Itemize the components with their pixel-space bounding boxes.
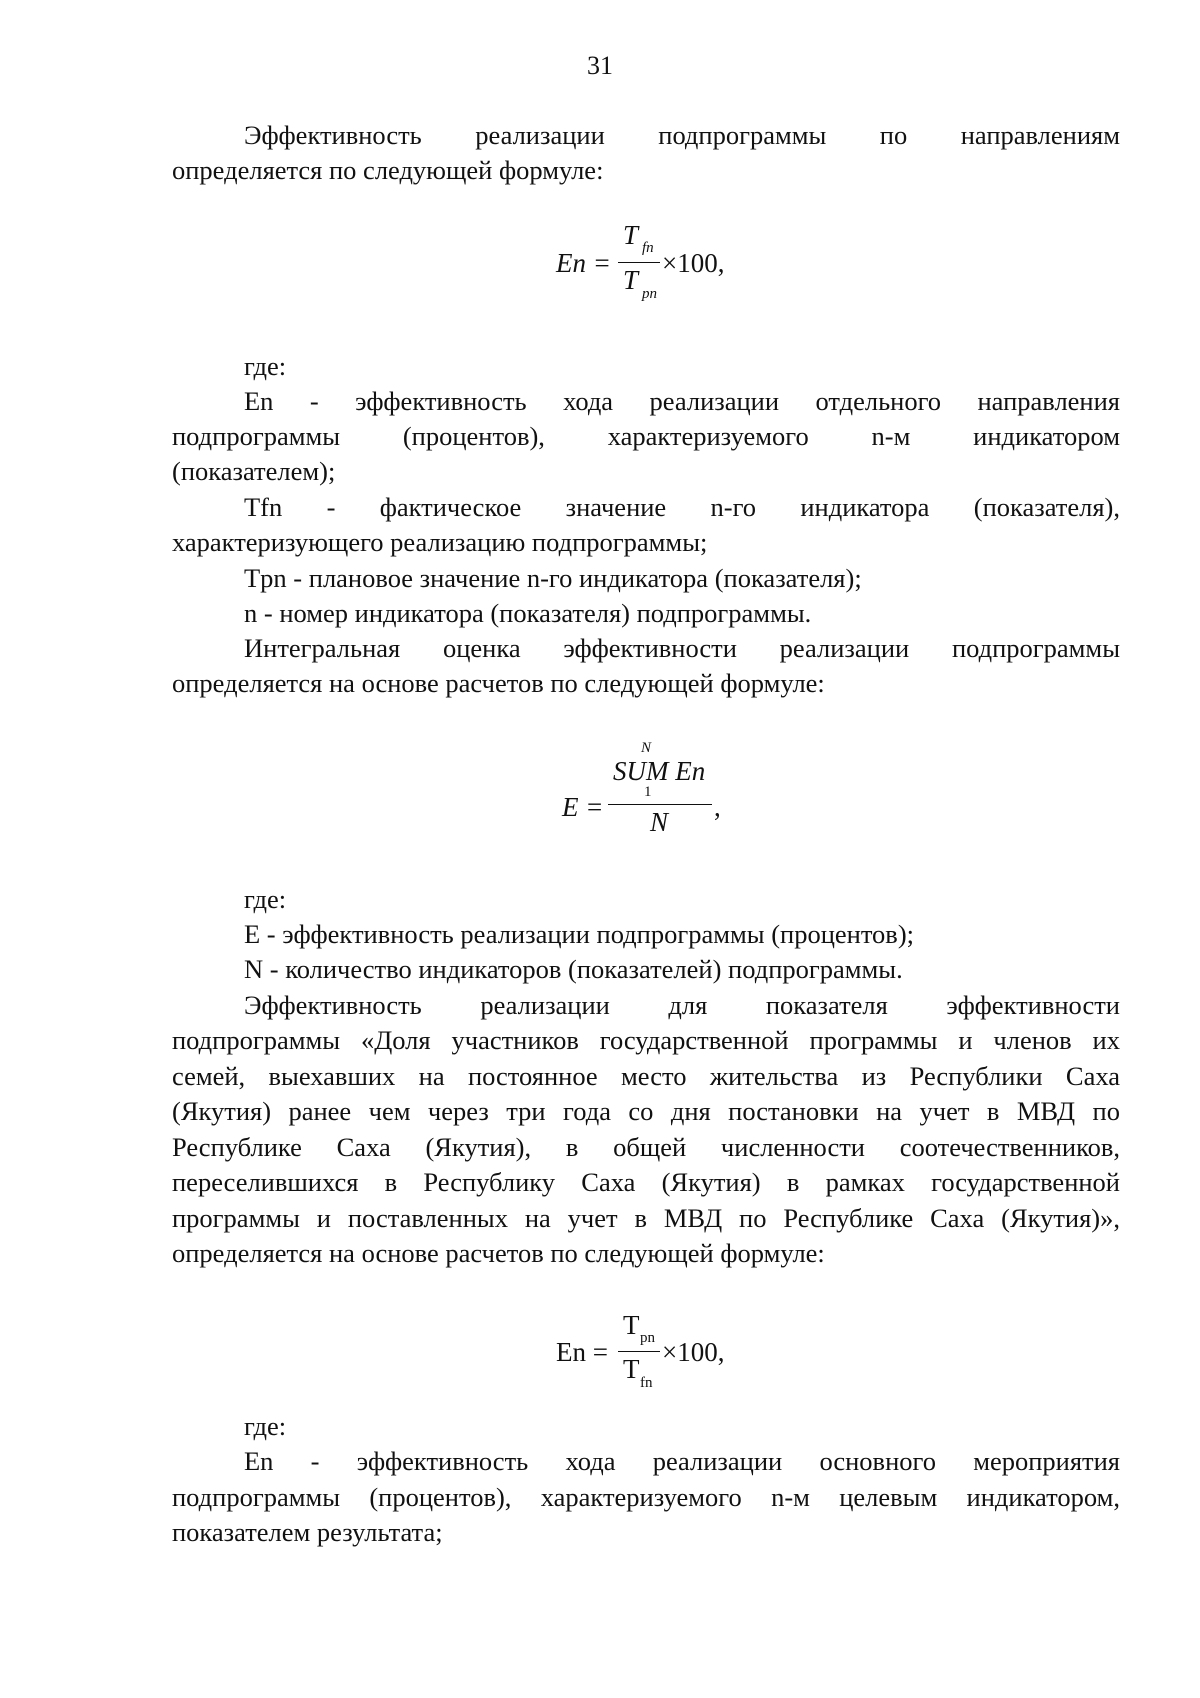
formula2-numerator: SUM En: [613, 756, 706, 786]
para3-line4: (Якутия) ранее чем через три года со дня постановки на учет в МВД по: [172, 1096, 1120, 1126]
para3-line5: Республике Саха (Якутия), в общей численности соотечественников,: [172, 1132, 1120, 1162]
def-en2-line3: показателем результата;: [172, 1517, 443, 1547]
where-label-1: где:: [244, 351, 287, 381]
formula3-rhs: ×100,: [662, 1337, 725, 1367]
def-tfn-line2: характеризующего реализацию подпрограммы;: [172, 527, 708, 557]
formula-integral-efficiency: [562, 740, 762, 850]
formula2-lower-limit: 1: [644, 784, 652, 800]
def-en-line3: (показателем);: [172, 456, 336, 486]
para3-line2: подпрограммы «Доля участников государственной программы и членов их: [172, 1025, 1120, 1055]
formula2-lhs: E =: [562, 792, 604, 822]
def-tfn-line1: Tfn - фактическое значение n-го индикатора (показателя),: [244, 492, 1120, 522]
def-n: n - номер индикатора (показателя) подпрограммы.: [244, 598, 812, 628]
formula1-denominator-sub: pn: [642, 286, 657, 302]
def-e: E - эффективность реализации подпрограммы (процентов);: [244, 919, 915, 949]
where-label-3: где:: [244, 1411, 287, 1441]
para3-line8: определяется на основе расчетов по следующей формуле:: [172, 1238, 825, 1268]
def-en2-line1: En - эффективность хода реализации основного мероприятия: [244, 1446, 1120, 1476]
formula2-denominator: N: [650, 807, 669, 837]
formula3-denominator-sub: fn: [640, 1375, 653, 1391]
formula1-rhs: ×100,: [662, 248, 725, 278]
formula3-fraction-bar: [618, 1351, 660, 1352]
page-number: 31: [587, 51, 613, 80]
para3-line3: семей, выехавших на постоянное место жительства из Республики Саха: [172, 1061, 1120, 1091]
where-label-2: где:: [244, 884, 287, 914]
formula3-numerator: T: [623, 1310, 640, 1340]
para1-line1: Эффективность реализации подпрограммы по направлениям: [244, 120, 1120, 150]
formula-efficiency-by-direction: [556, 220, 756, 310]
formula-efficiency-indicator: [556, 1310, 756, 1400]
def-en2-line2: подпрограммы (процентов), характеризуемого n-м целевым индикатором,: [172, 1482, 1120, 1512]
para3-line1: Эффективность реализации для показателя эффективности: [244, 990, 1120, 1020]
formula1-lhs: En =: [556, 248, 611, 278]
def-N: N - количество индикаторов (показателей) подпрограммы.: [244, 954, 903, 984]
formula2-fraction-bar: [608, 804, 712, 805]
para3-line6: переселившихся в Республику Саха (Якутия) в рамках государственной: [172, 1167, 1120, 1197]
formula3-lhs: En =: [556, 1337, 608, 1367]
formula2-upper-limit: N: [641, 740, 652, 756]
para1-line2: определяется по следующей формуле:: [172, 155, 604, 185]
def-tpn: Tpn - плановое значение n-го индикатора (показателя);: [244, 563, 862, 593]
para2-line1: Интегральная оценка эффективности реализации подпрограммы: [244, 633, 1120, 663]
para2-line2: определяется на основе расчетов по следующей формуле:: [172, 668, 825, 698]
formula1-numerator: T: [623, 220, 639, 250]
def-en-line1: En - эффективность хода реализации отдельного направления: [244, 386, 1120, 416]
para3-line7: программы и поставленных на учет в МВД по Республике Саха (Якутия)»,: [172, 1203, 1120, 1233]
formula3-denominator: T: [623, 1354, 640, 1384]
def-en-line2: подпрограммы (процентов), характеризуемого n-м индикатором: [172, 421, 1120, 451]
formula2-rhs: ,: [714, 792, 721, 822]
formula1-denominator: T: [623, 265, 639, 295]
formula3-numerator-sub: pn: [640, 1330, 655, 1346]
formula1-fraction-bar: [618, 262, 660, 263]
formula1-numerator-sub: fn: [642, 240, 654, 256]
